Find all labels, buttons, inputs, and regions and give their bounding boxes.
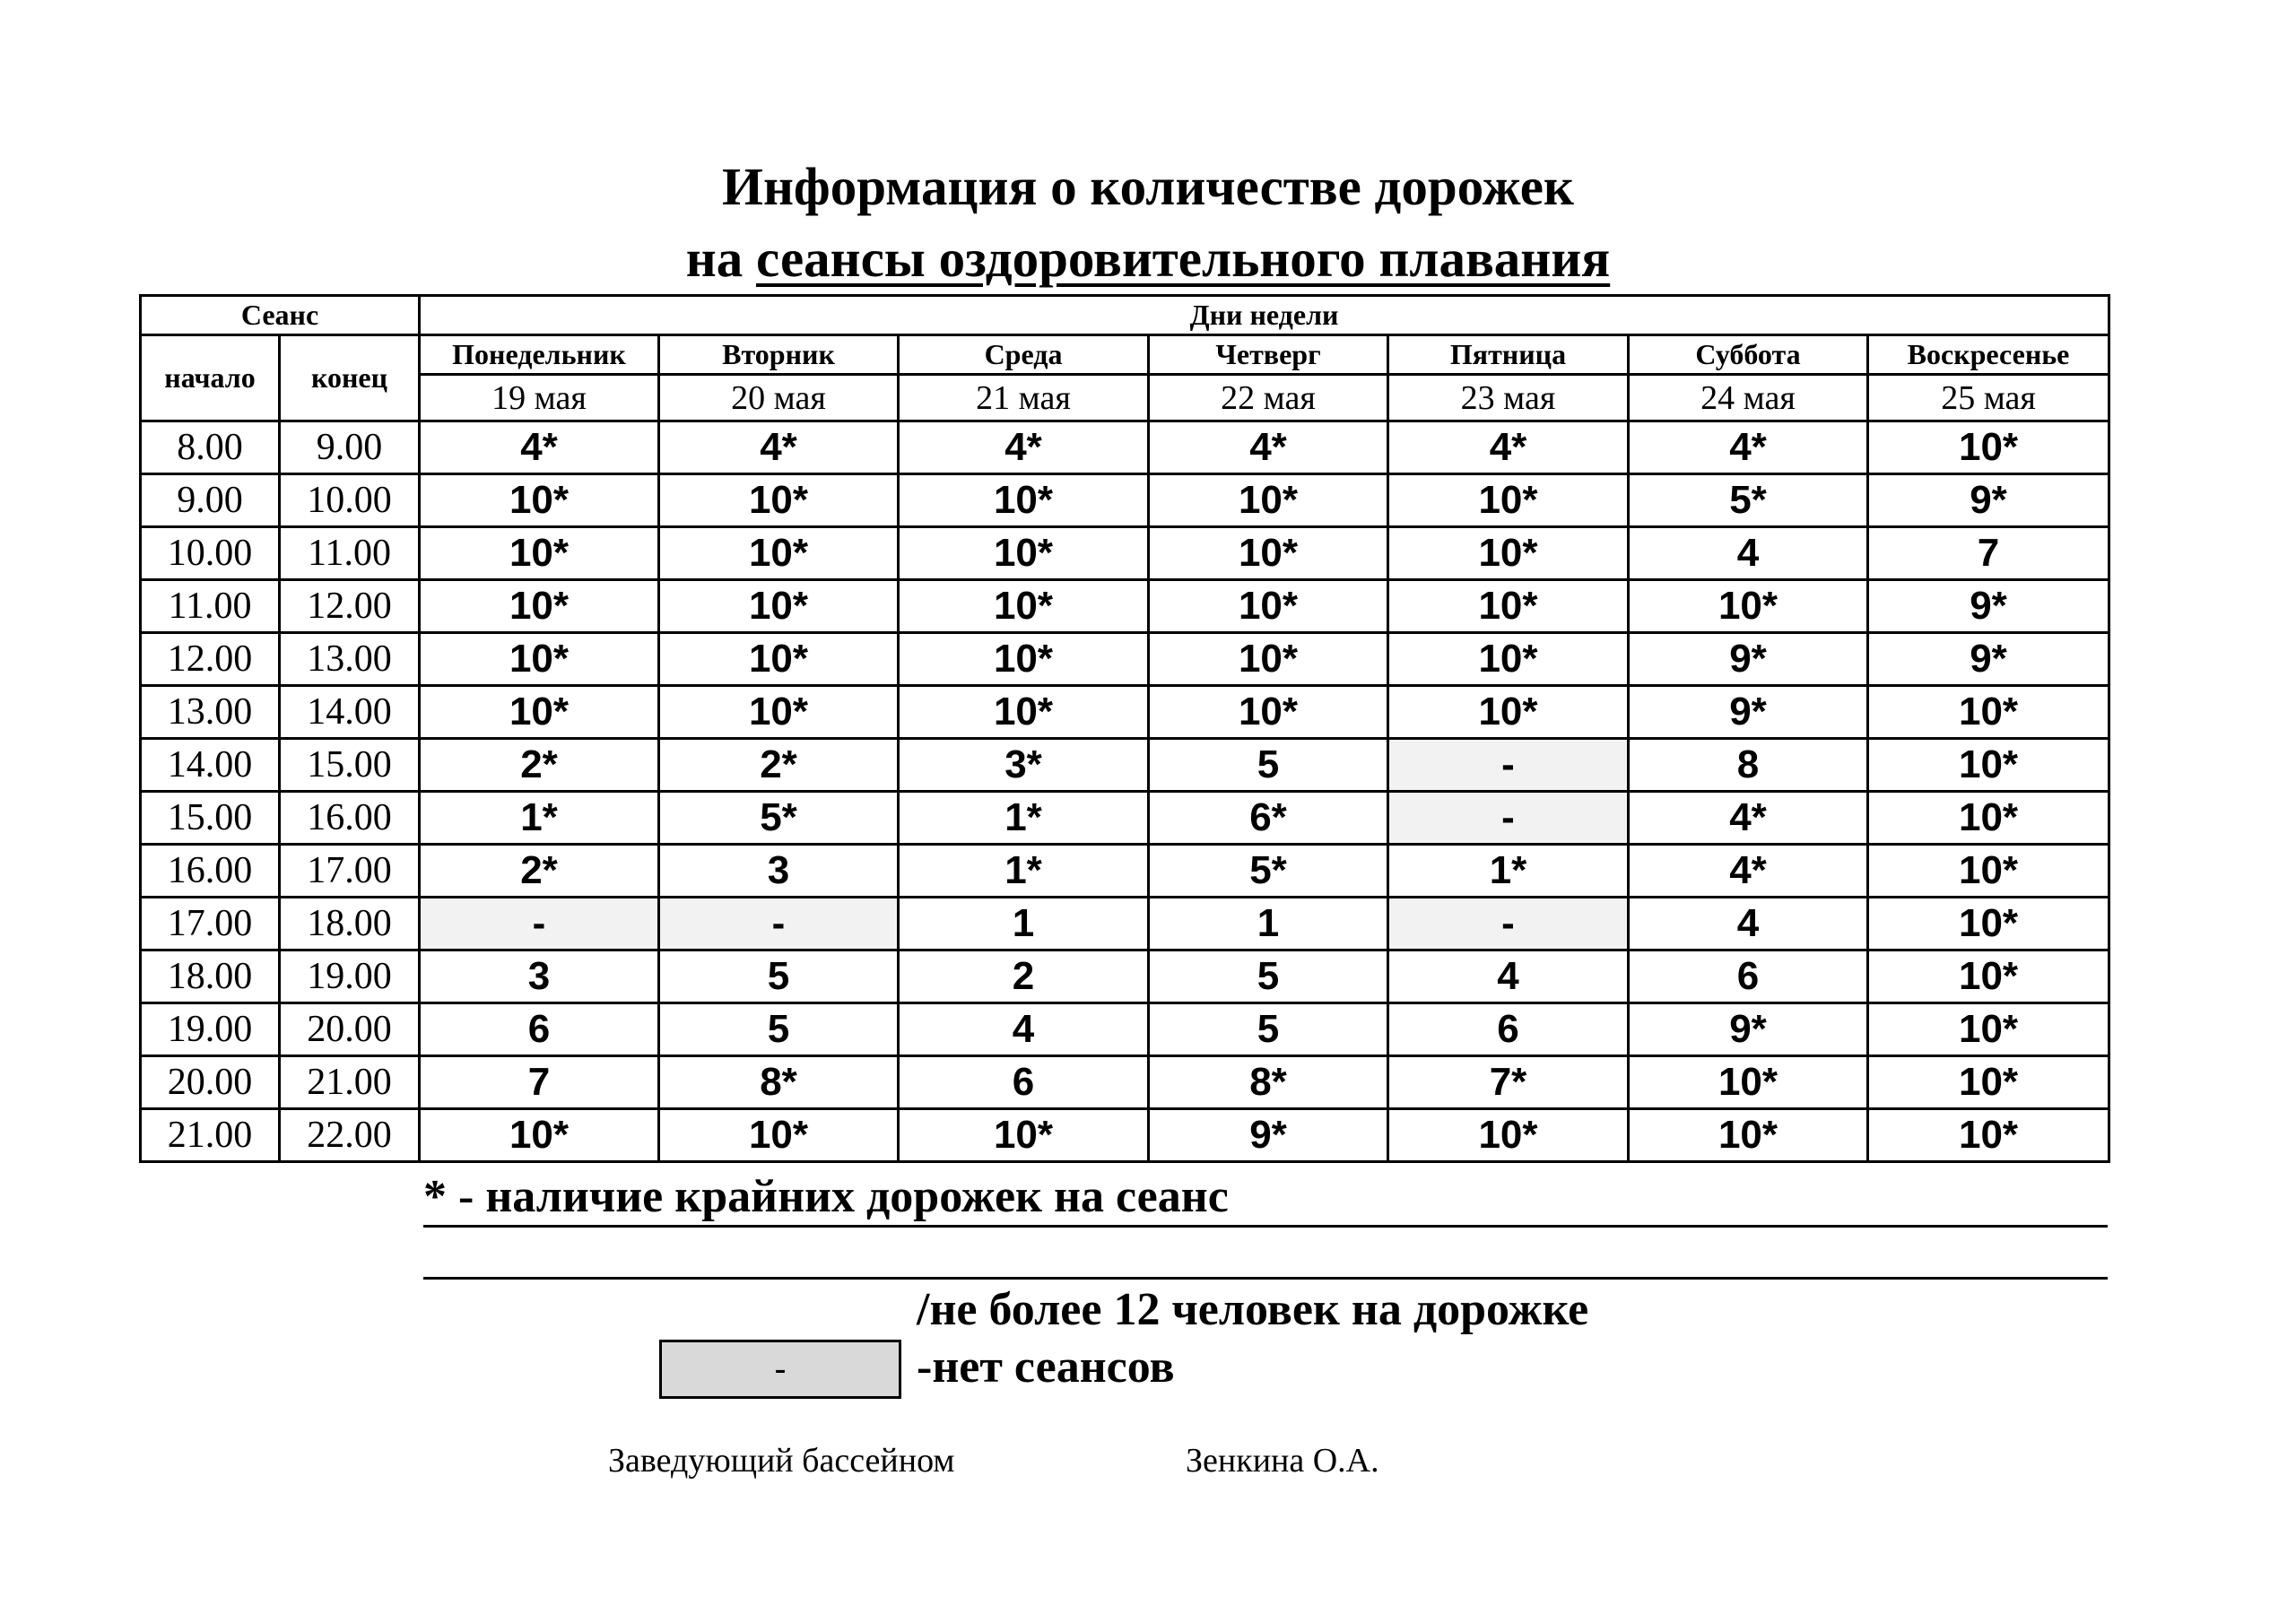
lanes-cell: 1* xyxy=(420,792,659,845)
table-row xyxy=(141,421,2109,474)
lanes-cell: 5 xyxy=(1149,739,1388,792)
lanes-cell: 5 xyxy=(1149,950,1388,1003)
lanes-cell: 9* xyxy=(1868,474,2109,527)
session-start: 11.00 xyxy=(141,580,280,633)
lanes-cell: 5 xyxy=(1149,1003,1388,1056)
table-row xyxy=(141,1109,2109,1162)
lanes-cell: 10* xyxy=(1629,1056,1868,1109)
lanes-cell: 10* xyxy=(899,527,1149,580)
day-header: Среда xyxy=(899,335,1149,375)
lanes-cell: 5* xyxy=(659,792,899,845)
session-header: Сеанс xyxy=(141,296,420,335)
table-row xyxy=(141,950,2109,1003)
lanes-cell: 9* xyxy=(1868,580,2109,633)
lanes-cell: 10* xyxy=(659,527,899,580)
session-end: 16.00 xyxy=(280,792,420,845)
lanes-cell: 9* xyxy=(1149,1109,1388,1162)
session-start: 21.00 xyxy=(141,1109,280,1162)
lanes-schedule-table xyxy=(139,294,2110,1163)
lanes-cell: 10* xyxy=(1629,580,1868,633)
divider-line xyxy=(423,1277,2108,1280)
session-end: 10.00 xyxy=(280,474,420,527)
lanes-cell: - xyxy=(420,898,659,950)
title-line-2-underlined: сеансы оздоровительного плавания xyxy=(756,229,1611,288)
lanes-cell: 10* xyxy=(1388,633,1629,686)
header-row-dates xyxy=(141,375,2109,421)
lanes-cell: 10* xyxy=(899,474,1149,527)
table-row xyxy=(141,686,2109,739)
footnote-edge-lanes: * - наличие крайних дорожек на сеанс xyxy=(423,1169,2108,1228)
table-row xyxy=(141,739,2109,792)
start-header: начало xyxy=(141,335,280,421)
lanes-cell: 9* xyxy=(1629,686,1868,739)
lanes-cell: 10* xyxy=(1149,527,1388,580)
lanes-cell: 1 xyxy=(899,898,1149,950)
title-line-2 xyxy=(0,222,2296,294)
session-start: 9.00 xyxy=(141,474,280,527)
lanes-cell: 10* xyxy=(1149,686,1388,739)
date-header: 22 мая xyxy=(1149,375,1388,421)
lanes-cell: 4 xyxy=(1629,527,1868,580)
schedule-body xyxy=(141,296,2109,1162)
session-start: 16.00 xyxy=(141,845,280,898)
lanes-cell: 7 xyxy=(1868,527,2109,580)
lanes-cell: 7* xyxy=(1388,1056,1629,1109)
lanes-cell: 10* xyxy=(1868,739,2109,792)
session-start: 14.00 xyxy=(141,739,280,792)
table-row xyxy=(141,474,2109,527)
lanes-cell: 10* xyxy=(1868,950,2109,1003)
session-start: 19.00 xyxy=(141,1003,280,1056)
lanes-cell: 10* xyxy=(899,633,1149,686)
lanes-cell: 10* xyxy=(1868,686,2109,739)
day-header: Суббота xyxy=(1629,335,1868,375)
session-start: 18.00 xyxy=(141,950,280,1003)
lanes-cell: 3* xyxy=(899,739,1149,792)
lanes-cell: 10* xyxy=(1868,845,2109,898)
lanes-cell: - xyxy=(1388,898,1629,950)
title-line-2-prefix: на xyxy=(685,229,757,288)
date-header: 20 мая xyxy=(659,375,899,421)
lanes-cell: 10* xyxy=(1868,792,2109,845)
session-start: 8.00 xyxy=(141,421,280,474)
lanes-cell: 10* xyxy=(1868,1003,2109,1056)
session-end: 17.00 xyxy=(280,845,420,898)
lanes-cell: 10* xyxy=(1388,580,1629,633)
lanes-cell: 10* xyxy=(1868,898,2109,950)
lanes-cell: 4* xyxy=(1388,421,1629,474)
day-header: Вторник xyxy=(659,335,899,375)
table-row xyxy=(141,1056,2109,1109)
lanes-cell: 10* xyxy=(1149,474,1388,527)
table-row xyxy=(141,1003,2109,1056)
lanes-cell: 10* xyxy=(1388,686,1629,739)
lanes-cell: 8* xyxy=(1149,1056,1388,1109)
lanes-cell: 10* xyxy=(1868,421,2109,474)
lanes-cell: 4* xyxy=(659,421,899,474)
session-end: 9.00 xyxy=(280,421,420,474)
date-header: 25 мая xyxy=(1868,375,2109,421)
lanes-cell: 10* xyxy=(659,686,899,739)
session-end: 13.00 xyxy=(280,633,420,686)
lanes-cell: 10* xyxy=(420,686,659,739)
date-header: 23 мая xyxy=(1388,375,1629,421)
lanes-cell: - xyxy=(1388,792,1629,845)
table-row xyxy=(141,527,2109,580)
lanes-cell: 10* xyxy=(1868,1109,2109,1162)
session-start: 10.00 xyxy=(141,527,280,580)
lanes-cell: 9* xyxy=(1629,1003,1868,1056)
lanes-cell: 2* xyxy=(420,739,659,792)
lanes-cell: 10* xyxy=(1388,474,1629,527)
lanes-cell: - xyxy=(1388,739,1629,792)
lanes-cell: 10* xyxy=(420,474,659,527)
lanes-cell: 10* xyxy=(1149,580,1388,633)
table-row xyxy=(141,633,2109,686)
session-start: 12.00 xyxy=(141,633,280,686)
date-header: 19 мая xyxy=(420,375,659,421)
lanes-cell: 10* xyxy=(899,580,1149,633)
day-header: Воскресенье xyxy=(1868,335,2109,375)
page-title xyxy=(0,151,2296,294)
lanes-cell: 1 xyxy=(1149,898,1388,950)
end-header: конец xyxy=(280,335,420,421)
lanes-cell: 10* xyxy=(1868,1056,2109,1109)
lanes-cell: 4 xyxy=(899,1003,1149,1056)
lanes-cell: 10* xyxy=(659,580,899,633)
lanes-cell: 1* xyxy=(1388,845,1629,898)
table-row xyxy=(141,845,2109,898)
table-row xyxy=(141,580,2109,633)
lanes-cell: 5 xyxy=(659,950,899,1003)
lanes-cell: 4 xyxy=(1629,898,1868,950)
lanes-cell: 6* xyxy=(1149,792,1388,845)
signature-name: Зенкина О.А. xyxy=(1186,1442,1379,1480)
session-end: 12.00 xyxy=(280,580,420,633)
session-end: 14.00 xyxy=(280,686,420,739)
lanes-cell: 10* xyxy=(1388,1109,1629,1162)
lanes-cell: 4* xyxy=(1629,421,1868,474)
lanes-cell: 6 xyxy=(420,1003,659,1056)
limit-note: /не более 12 человек на дорожке xyxy=(917,1284,1589,1335)
lanes-cell: 10* xyxy=(1629,1109,1868,1162)
day-header: Четверг xyxy=(1149,335,1388,375)
lanes-cell: 10* xyxy=(1388,527,1629,580)
day-header: Понедельник xyxy=(420,335,659,375)
lanes-cell: 10* xyxy=(420,1109,659,1162)
signature-role: Заведующий бассейном xyxy=(608,1442,955,1480)
session-end: 11.00 xyxy=(280,527,420,580)
lanes-cell: 9* xyxy=(1629,633,1868,686)
session-end: 19.00 xyxy=(280,950,420,1003)
lanes-cell: 10* xyxy=(659,633,899,686)
title-line-1: Информация о количестве дорожек xyxy=(722,157,1574,216)
date-header: 24 мая xyxy=(1629,375,1868,421)
lanes-cell: 8 xyxy=(1629,739,1868,792)
lanes-cell: 5* xyxy=(1629,474,1868,527)
lanes-cell: 2 xyxy=(899,950,1149,1003)
lanes-cell: 4* xyxy=(1629,845,1868,898)
session-end: 20.00 xyxy=(280,1003,420,1056)
session-start: 17.00 xyxy=(141,898,280,950)
lanes-cell: 1* xyxy=(899,845,1149,898)
header-row-days xyxy=(141,335,2109,375)
session-end: 21.00 xyxy=(280,1056,420,1109)
lanes-cell: 3 xyxy=(420,950,659,1003)
lanes-cell: 6 xyxy=(899,1056,1149,1109)
days-header: Дни недели xyxy=(420,296,2109,335)
lanes-cell: 2* xyxy=(659,739,899,792)
lanes-cell: 4* xyxy=(1149,421,1388,474)
lanes-cell: 10* xyxy=(659,474,899,527)
lanes-cell: 8* xyxy=(659,1056,899,1109)
lanes-cell: 4* xyxy=(420,421,659,474)
lanes-cell: 10* xyxy=(420,580,659,633)
lanes-cell: 10* xyxy=(420,527,659,580)
lanes-cell: 10* xyxy=(420,633,659,686)
lanes-cell: - xyxy=(659,898,899,950)
lanes-cell: 6 xyxy=(1388,1003,1629,1056)
lanes-cell: 10* xyxy=(899,1109,1149,1162)
lanes-cell: 10* xyxy=(1149,633,1388,686)
legend-swatch: - xyxy=(659,1340,901,1399)
session-end: 22.00 xyxy=(280,1109,420,1162)
table-row xyxy=(141,898,2109,950)
session-end: 18.00 xyxy=(280,898,420,950)
day-header: Пятница xyxy=(1388,335,1629,375)
lanes-cell: 7 xyxy=(420,1056,659,1109)
legend-text: -нет сеансов xyxy=(917,1341,1175,1393)
lanes-cell: 5 xyxy=(659,1003,899,1056)
session-start: 13.00 xyxy=(141,686,280,739)
session-start: 15.00 xyxy=(141,792,280,845)
lanes-cell: 5* xyxy=(1149,845,1388,898)
date-header: 21 мая xyxy=(899,375,1149,421)
lanes-cell: 10* xyxy=(659,1109,899,1162)
table-row xyxy=(141,792,2109,845)
header-row-groups xyxy=(141,296,2109,335)
lanes-cell: 3 xyxy=(659,845,899,898)
lanes-cell: 4* xyxy=(899,421,1149,474)
lanes-cell: 2* xyxy=(420,845,659,898)
lanes-cell: 4* xyxy=(1629,792,1868,845)
lanes-cell: 9* xyxy=(1868,633,2109,686)
lanes-cell: 6 xyxy=(1629,950,1868,1003)
lanes-cell: 10* xyxy=(899,686,1149,739)
session-end: 15.00 xyxy=(280,739,420,792)
lanes-cell: 1* xyxy=(899,792,1149,845)
session-start: 20.00 xyxy=(141,1056,280,1109)
lanes-cell: 4 xyxy=(1388,950,1629,1003)
